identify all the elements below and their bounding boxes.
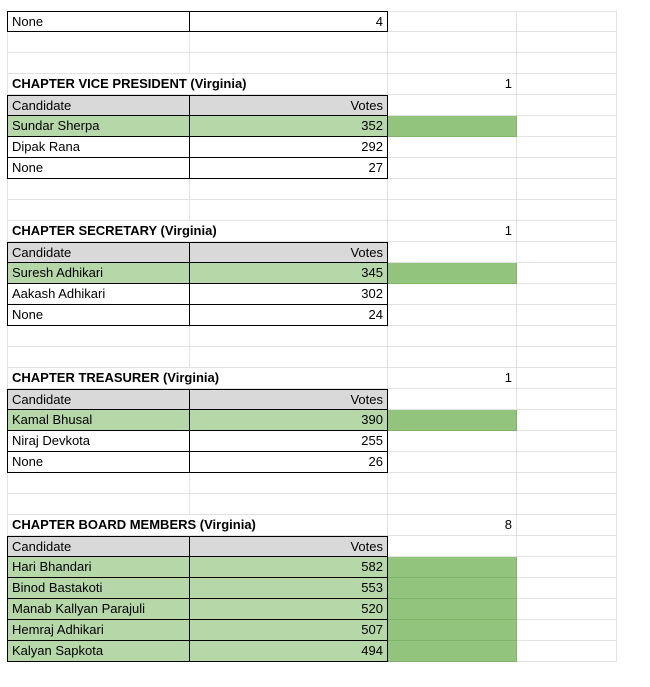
vote-count[interactable]: 520 xyxy=(190,599,388,620)
column-header-votes[interactable]: Votes xyxy=(190,242,388,263)
office-title[interactable]: CHAPTER SECRETARY (Virginia) xyxy=(7,221,388,242)
candidate-name[interactable]: Hari Bhandari xyxy=(7,557,190,578)
empty-cell[interactable] xyxy=(388,305,517,326)
sheet-row xyxy=(7,620,617,641)
column-header-candidate[interactable]: Candidate xyxy=(7,536,190,557)
empty-cell[interactable] xyxy=(517,284,617,305)
sheet-row xyxy=(7,536,617,557)
sheet-row xyxy=(7,32,617,53)
sheet-row xyxy=(7,95,617,116)
empty-cell[interactable] xyxy=(388,242,517,263)
empty-cell[interactable] xyxy=(190,179,388,200)
empty-cell[interactable] xyxy=(388,494,517,515)
vote-count[interactable]: 27 xyxy=(190,158,388,179)
empty-cell[interactable] xyxy=(388,32,517,53)
vote-count[interactable]: 345 xyxy=(190,263,388,284)
winner-marker[interactable] xyxy=(388,620,517,641)
empty-cell[interactable] xyxy=(517,557,617,578)
vote-count[interactable]: 24 xyxy=(190,305,388,326)
seats-count[interactable]: 8 xyxy=(388,515,517,536)
empty-cell[interactable] xyxy=(517,368,617,389)
empty-cell[interactable] xyxy=(517,410,617,431)
empty-cell[interactable] xyxy=(517,494,617,515)
empty-cell[interactable] xyxy=(388,200,517,221)
column-header-candidate[interactable]: Candidate xyxy=(7,389,190,410)
empty-cell[interactable] xyxy=(517,578,617,599)
vote-count[interactable]: 255 xyxy=(190,431,388,452)
vote-count[interactable]: 553 xyxy=(190,578,388,599)
vote-count[interactable]: 26 xyxy=(190,452,388,473)
column-header-votes[interactable]: Votes xyxy=(190,389,388,410)
spreadsheet-grid xyxy=(7,11,617,662)
empty-cell[interactable] xyxy=(7,473,190,494)
candidate-name[interactable]: Kamal Bhusal xyxy=(7,410,190,431)
sheet-row xyxy=(7,200,617,221)
empty-cell[interactable] xyxy=(517,221,617,242)
sheet-row xyxy=(7,11,617,32)
candidate-name[interactable]: Hemraj Adhikari xyxy=(7,620,190,641)
winner-marker[interactable] xyxy=(388,578,517,599)
sheet-row xyxy=(7,221,617,242)
empty-cell[interactable] xyxy=(388,473,517,494)
sheet-row xyxy=(7,179,617,200)
empty-cell[interactable] xyxy=(517,74,617,95)
empty-cell[interactable] xyxy=(517,620,617,641)
empty-cell[interactable] xyxy=(517,53,617,74)
empty-cell[interactable] xyxy=(517,263,617,284)
empty-cell[interactable] xyxy=(190,53,388,74)
office-title[interactable]: CHAPTER TREASURER (Virginia) xyxy=(7,368,388,389)
candidate-name[interactable]: Dipak Rana xyxy=(7,137,190,158)
column-header-votes[interactable]: Votes xyxy=(190,536,388,557)
sheet-row xyxy=(7,557,617,578)
candidate-name[interactable]: Niraj Devkota xyxy=(7,431,190,452)
empty-cell[interactable] xyxy=(388,326,517,347)
sheet-row xyxy=(7,158,617,179)
vote-count[interactable]: 292 xyxy=(190,137,388,158)
candidate-name[interactable]: Manab Kallyan Parajuli xyxy=(7,599,190,620)
empty-cell[interactable] xyxy=(388,347,517,368)
empty-cell[interactable] xyxy=(388,137,517,158)
empty-cell[interactable] xyxy=(517,473,617,494)
sheet-row xyxy=(7,53,617,74)
sheet-row xyxy=(7,410,617,431)
winner-marker[interactable] xyxy=(388,263,517,284)
sheet-row xyxy=(7,494,617,515)
empty-cell[interactable] xyxy=(190,494,388,515)
empty-cell[interactable] xyxy=(517,326,617,347)
sheet-row xyxy=(7,515,617,536)
vote-count[interactable]: 4 xyxy=(190,11,388,32)
empty-cell[interactable] xyxy=(517,200,617,221)
seats-count[interactable]: 1 xyxy=(388,74,517,95)
empty-cell[interactable] xyxy=(388,389,517,410)
sheet-row xyxy=(7,305,617,326)
empty-cell[interactable] xyxy=(388,179,517,200)
empty-cell[interactable] xyxy=(7,200,190,221)
sheet-row xyxy=(7,641,617,662)
candidate-name[interactable]: Suresh Adhikari xyxy=(7,263,190,284)
column-header-votes[interactable]: Votes xyxy=(190,95,388,116)
sheet-row xyxy=(7,599,617,620)
empty-cell[interactable] xyxy=(388,536,517,557)
empty-cell[interactable] xyxy=(388,452,517,473)
vote-count[interactable]: 390 xyxy=(190,410,388,431)
column-header-candidate[interactable]: Candidate xyxy=(7,95,190,116)
candidate-name[interactable]: None xyxy=(7,305,190,326)
column-header-candidate[interactable]: Candidate xyxy=(7,242,190,263)
empty-cell[interactable] xyxy=(7,326,190,347)
empty-cell[interactable] xyxy=(190,347,388,368)
empty-cell[interactable] xyxy=(7,179,190,200)
empty-cell[interactable] xyxy=(517,179,617,200)
empty-cell[interactable] xyxy=(7,347,190,368)
empty-cell[interactable] xyxy=(517,536,617,557)
empty-cell[interactable] xyxy=(7,32,190,53)
candidate-name[interactable]: Sundar Sherpa xyxy=(7,116,190,137)
winner-marker[interactable] xyxy=(388,557,517,578)
candidate-name[interactable]: Kalyan Sapkota xyxy=(7,641,190,662)
empty-cell[interactable] xyxy=(517,137,617,158)
empty-cell[interactable] xyxy=(190,32,388,53)
empty-cell[interactable] xyxy=(517,158,617,179)
empty-cell[interactable] xyxy=(517,452,617,473)
empty-cell[interactable] xyxy=(388,53,517,74)
office-title[interactable]: CHAPTER VICE PRESIDENT (Virginia) xyxy=(7,74,388,95)
candidate-name[interactable]: Aakash Adhikari xyxy=(7,284,190,305)
empty-cell[interactable] xyxy=(517,389,617,410)
empty-cell[interactable] xyxy=(190,473,388,494)
empty-cell[interactable] xyxy=(190,200,388,221)
winner-marker[interactable] xyxy=(388,641,517,662)
empty-cell[interactable] xyxy=(7,53,190,74)
sheet-row xyxy=(7,242,617,263)
sheet-row xyxy=(7,578,617,599)
empty-cell[interactable] xyxy=(517,641,617,662)
candidate-name[interactable]: Binod Bastakoti xyxy=(7,578,190,599)
sheet-row xyxy=(7,473,617,494)
empty-cell[interactable] xyxy=(388,284,517,305)
empty-cell[interactable] xyxy=(517,95,617,116)
winner-marker[interactable] xyxy=(388,599,517,620)
sheet-row xyxy=(7,263,617,284)
empty-cell[interactable] xyxy=(517,305,617,326)
empty-cell[interactable] xyxy=(388,431,517,452)
empty-cell[interactable] xyxy=(517,431,617,452)
office-title[interactable]: CHAPTER BOARD MEMBERS (Virginia) xyxy=(7,515,388,536)
vote-count[interactable]: 507 xyxy=(190,620,388,641)
sheet-row xyxy=(7,74,617,95)
seats-count[interactable]: 1 xyxy=(388,221,517,242)
empty-cell[interactable] xyxy=(388,158,517,179)
sheet-row xyxy=(7,326,617,347)
empty-cell[interactable] xyxy=(517,599,617,620)
sheet-row xyxy=(7,389,617,410)
vote-count[interactable]: 494 xyxy=(190,641,388,662)
winner-marker[interactable] xyxy=(388,116,517,137)
candidate-name[interactable]: None xyxy=(7,11,190,32)
empty-cell[interactable] xyxy=(517,32,617,53)
empty-cell[interactable] xyxy=(190,326,388,347)
empty-cell[interactable] xyxy=(388,11,517,32)
sheet-row xyxy=(7,116,617,137)
vote-count[interactable]: 352 xyxy=(190,116,388,137)
sheet-row xyxy=(7,452,617,473)
sheet-row xyxy=(7,137,617,158)
vote-count[interactable]: 582 xyxy=(190,557,388,578)
sheet-row xyxy=(7,368,617,389)
empty-cell[interactable] xyxy=(517,347,617,368)
empty-cell[interactable] xyxy=(517,11,617,32)
empty-cell[interactable] xyxy=(517,242,617,263)
sheet-row xyxy=(7,431,617,452)
winner-marker[interactable] xyxy=(388,410,517,431)
sheet-row xyxy=(7,347,617,368)
empty-cell[interactable] xyxy=(7,494,190,515)
candidate-name[interactable]: None xyxy=(7,452,190,473)
candidate-name[interactable]: None xyxy=(7,158,190,179)
empty-cell[interactable] xyxy=(517,116,617,137)
empty-cell[interactable] xyxy=(517,515,617,536)
vote-count[interactable]: 302 xyxy=(190,284,388,305)
empty-cell[interactable] xyxy=(388,95,517,116)
sheet-row xyxy=(7,284,617,305)
seats-count[interactable]: 1 xyxy=(388,368,517,389)
